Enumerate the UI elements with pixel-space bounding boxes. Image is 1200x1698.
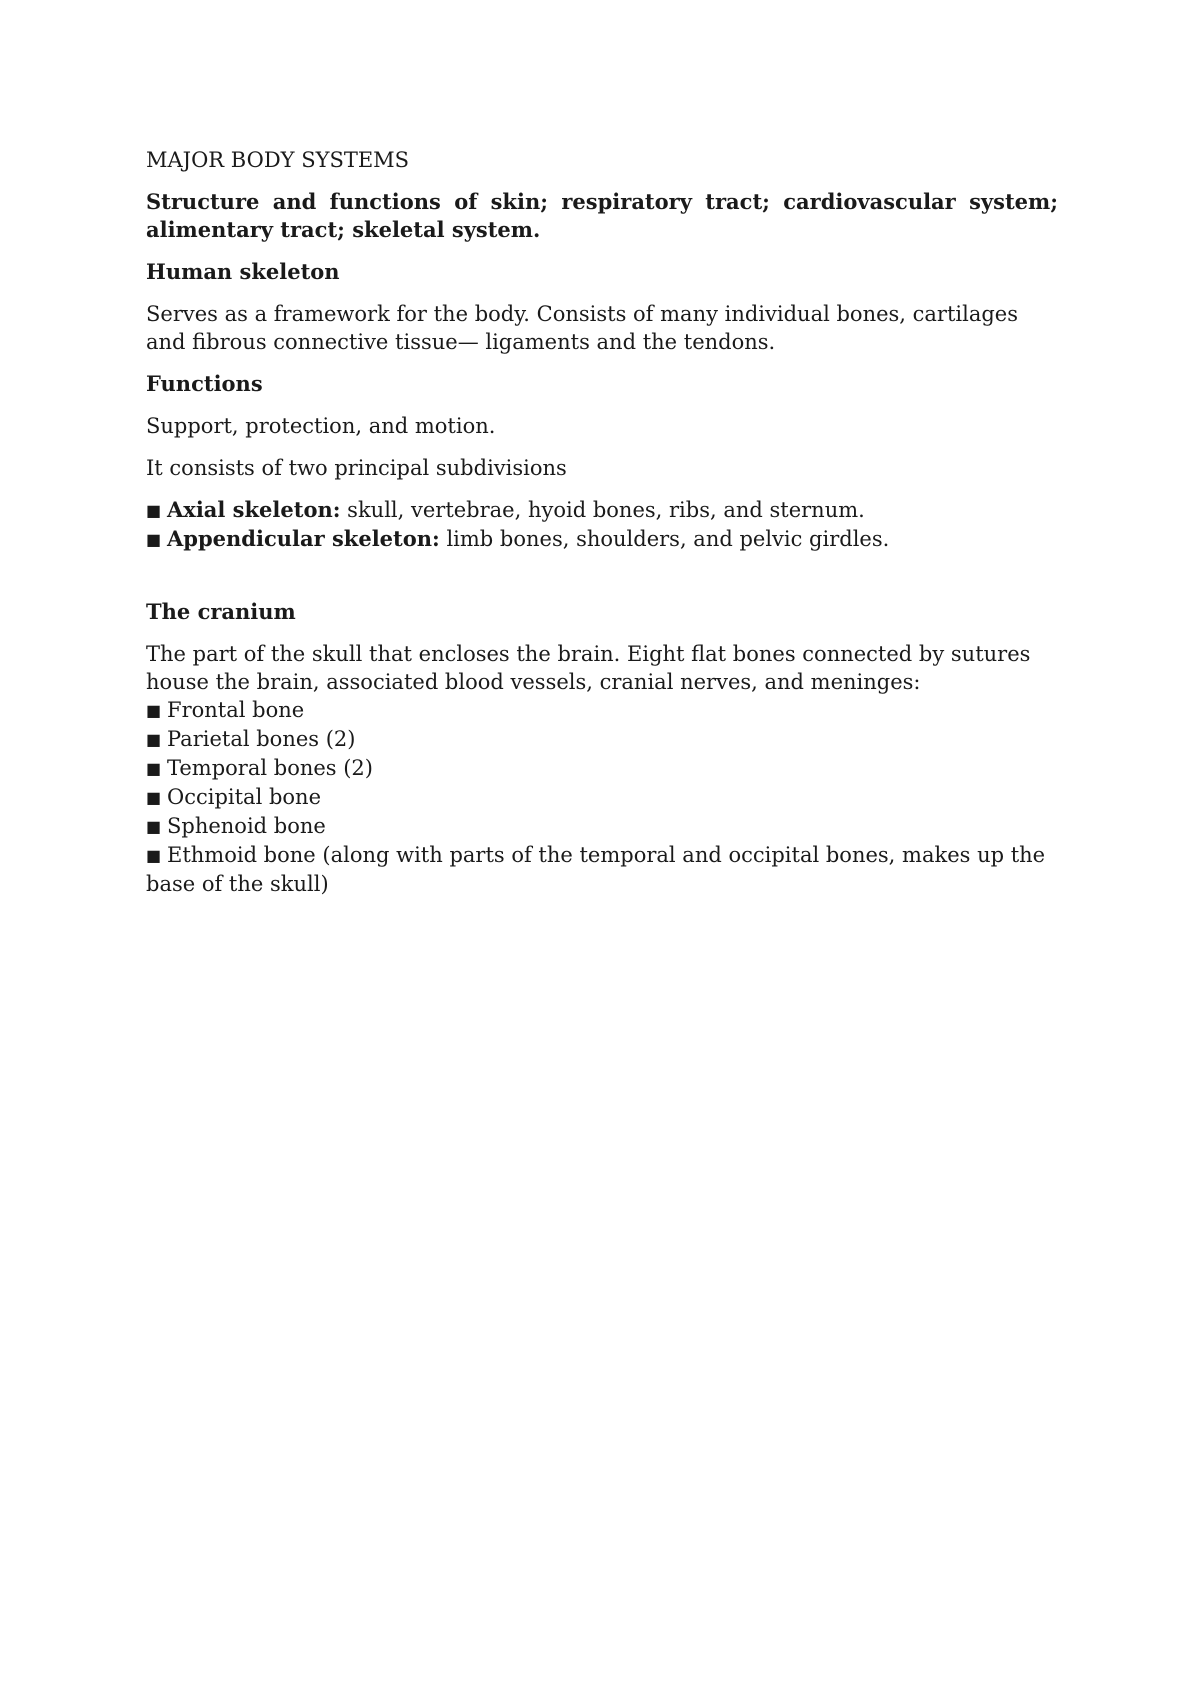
- subdivision-desc: skull, vertebrae, hyoid bones, ribs, and sternum.: [340, 498, 865, 522]
- cranium-bones-list: [146, 696, 1058, 898]
- subdivision-term: Appendicular skeleton:: [167, 526, 440, 551]
- subdivision-term: Axial skeleton:: [167, 497, 341, 522]
- cranium-text: The part of the skull that encloses the brain. Eight flat bones connected by sutures house the brain, associated blood vessels, cranial nerves, and meninges:: [146, 642, 1031, 694]
- document-page: [146, 146, 1058, 898]
- subdivisions-list: [146, 496, 1058, 554]
- bone-name: Frontal bone: [167, 698, 305, 722]
- subdivisions-intro: It consists of two principal subdivisions: [146, 456, 567, 480]
- square-bullet-icon: ■: [146, 730, 162, 749]
- square-bullet-icon: ■: [146, 846, 162, 865]
- document-subtitle: Structure and functions of skin; respiratory tract; cardiovascular system; alimentary tract; skeletal system.: [146, 189, 1058, 242]
- list-item: [146, 754, 1058, 783]
- heading-cranium: The cranium: [146, 599, 296, 624]
- functions-text: Support, protection, and motion.: [146, 414, 496, 438]
- human-skeleton-text: Serves as a framework for the body. Consists of many individual bones, cartilages and fibrous connective tissue— ligaments and the tendons.: [146, 302, 1019, 354]
- bone-name: Ethmoid bone (along with parts of the temporal and occipital bones, makes up the base of the skull): [146, 843, 1046, 896]
- list-item: [146, 525, 1058, 554]
- list-item: [146, 783, 1058, 812]
- list-item: [146, 496, 1058, 525]
- bone-name: Temporal bones (2): [167, 756, 373, 780]
- square-bullet-icon: ■: [146, 788, 162, 807]
- list-item: [146, 696, 1058, 725]
- heading-functions: Functions: [146, 371, 263, 396]
- square-bullet-icon: ■: [146, 530, 162, 549]
- subdivision-desc: limb bones, shoulders, and pelvic girdles.: [439, 527, 890, 551]
- list-item: [146, 725, 1058, 754]
- heading-human-skeleton: Human skeleton: [146, 259, 340, 284]
- square-bullet-icon: ■: [146, 817, 162, 836]
- document-title: MAJOR BODY SYSTEMS: [146, 148, 410, 172]
- square-bullet-icon: ■: [146, 501, 162, 520]
- section-spacer: [146, 554, 1058, 598]
- bone-name: Sphenoid bone: [167, 814, 326, 838]
- list-item: [146, 841, 1058, 898]
- square-bullet-icon: ■: [146, 701, 162, 720]
- bone-name: Parietal bones (2): [167, 727, 356, 751]
- bone-name: Occipital bone: [167, 785, 322, 809]
- list-item: [146, 812, 1058, 841]
- square-bullet-icon: ■: [146, 759, 162, 778]
